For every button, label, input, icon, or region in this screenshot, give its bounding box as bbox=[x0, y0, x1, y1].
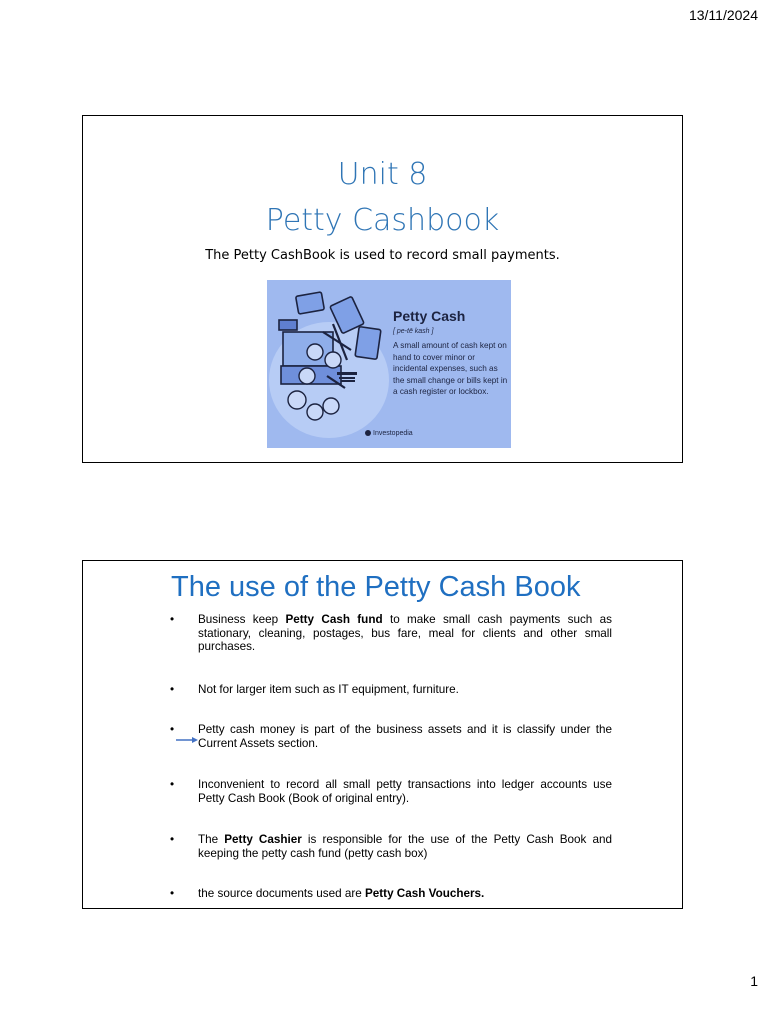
bullet-item: • Inconvenient to record all small petty transactions into ledger accounts use Petty Cash Book (Book of original entry). bbox=[170, 778, 612, 805]
slide-heading: The use of the Petty Cash Book bbox=[171, 571, 581, 603]
bullet-item: • Business keep Petty Cash fund to make small cash payments such as stationary, cleaning, postages, bus fare, meal for clients and other small purchases. bbox=[170, 613, 612, 654]
illustration-definition: A small amount of cash kept on hand to cover minor or incidental expenses, such as the small change or bills kept in a cash register or lockbox. bbox=[393, 341, 508, 397]
slide-petty-cash-book-use bbox=[82, 560, 683, 909]
illustration-heading: Petty Cash bbox=[393, 308, 466, 324]
bullet-item: • The Petty Cashier is responsible for the use of the Petty Cash Book and keeping the petty cash fund (petty cash box) bbox=[170, 833, 612, 860]
petty-cash-illustration bbox=[267, 280, 511, 448]
bullet-item: • Petty cash money is part of the business assets and it is classify under the Current Assets section. bbox=[170, 723, 612, 750]
slide-title-unit: Unit 8 bbox=[337, 157, 428, 192]
date-header: 13/11/2024 bbox=[688, 7, 758, 23]
page-number: 1 bbox=[750, 973, 758, 989]
bullet-item: • Not for larger item such as IT equipment, furniture. bbox=[170, 683, 459, 696]
bullet-item: • the source documents used are Petty Cash Vouchers. bbox=[170, 887, 485, 900]
illustration-brand: Investopedia bbox=[365, 430, 413, 437]
illustration-pronunciation: [ pe-tē kash ] bbox=[393, 328, 434, 335]
slide-unit-8 bbox=[82, 115, 683, 463]
slide-subtitle: The Petty CashBook is used to record small payments. bbox=[205, 248, 560, 263]
slide-title-topic: Petty Cashbook bbox=[265, 203, 500, 238]
brand-logo-icon bbox=[365, 430, 371, 436]
